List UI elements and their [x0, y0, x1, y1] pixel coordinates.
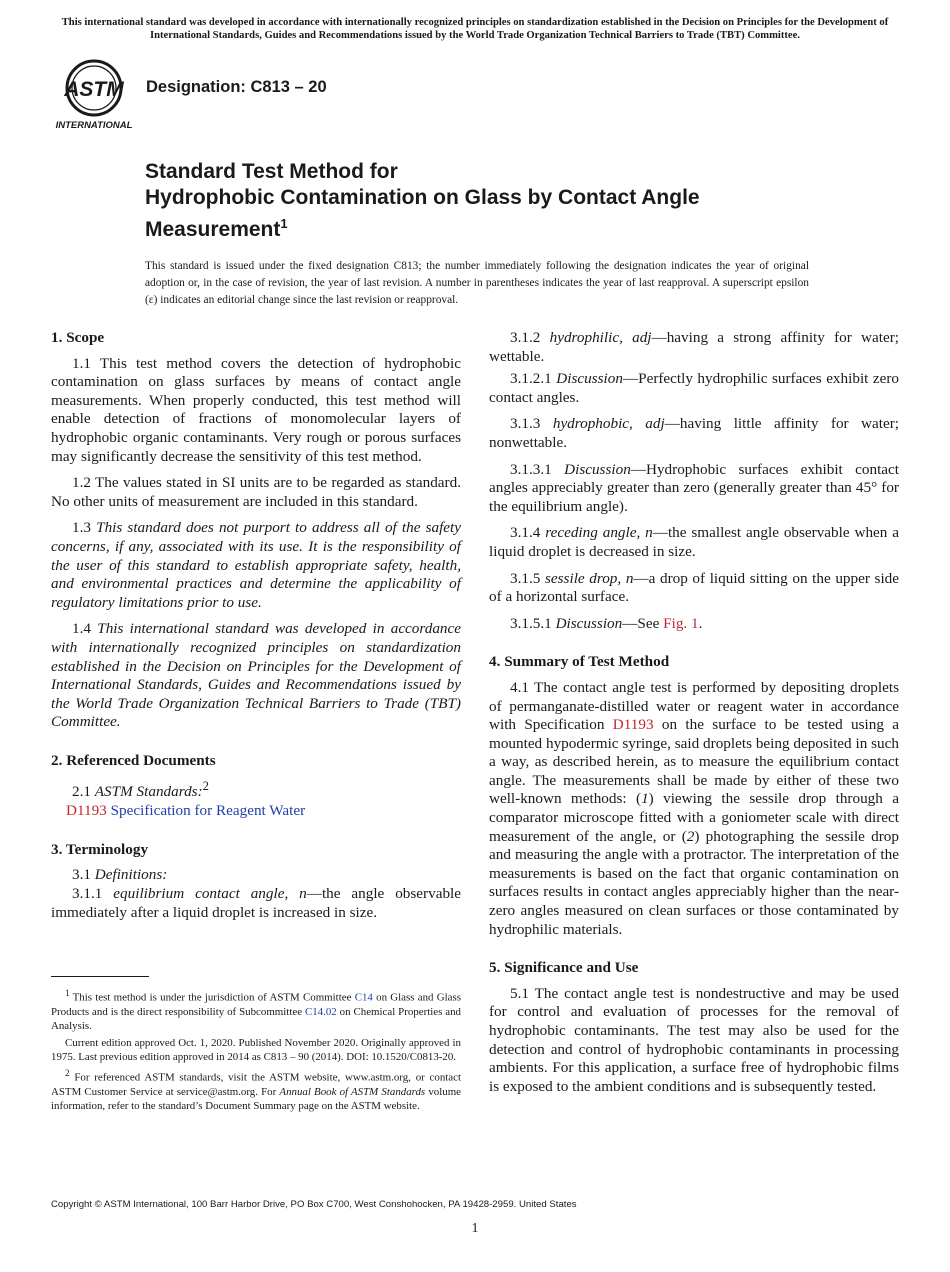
definition-text: —a drop of liquid sitting on the upper side of a horizontal surface.: [489, 569, 900, 606]
footnote-text: on Glass and Glass Products and is the direct responsibility of Subcommittee: [51, 991, 461, 1018]
section-heading-significance: 5. Significance and Use: [489, 959, 639, 977]
footnote-text: volume information, refer to the standard’s Document Summary page on the ASTM website.: [51, 1086, 461, 1113]
paragraph-number: 3.1: [72, 866, 91, 884]
method-number-1: 1: [641, 790, 649, 808]
discussion-text: —See: [622, 614, 664, 632]
footnote-1: [51, 986, 461, 1034]
discussion-label: Discussion: [564, 460, 631, 478]
paragraph-number: 3.1.2.1: [510, 370, 552, 388]
paragraph-5-1: 5.1 The contact angle test is nondestructive and may be used for control and evaluation of processes for the removal of hydrophobic contaminants. The test may also be used for the detection and control of hydrophobic contaminants in processing ambients. For this application, a surface free of hydrophobic films is exposed to the ambient conditions and is subsequently tested.: [489, 984, 899, 1095]
paragraph-number: 2.1: [72, 783, 91, 801]
paragraph-4-1: [489, 679, 899, 939]
punctuation: .: [698, 614, 703, 632]
footnote-text: For referenced ASTM standards, visit the ASTM website, www.astm.org, or contact ASTM Customer Service at service@astm.org. For: [51, 1071, 461, 1099]
paragraph-number: 1.3: [72, 519, 91, 537]
paragraph-number: 3.1.3: [510, 415, 541, 433]
edition-note: Current edition approved Oct. 1, 2020. Published November 2020. Originally approved in 1975. Last previous edition approved in 2014 as C813 – 90 (2014). DOI: 10.1520/C0813-20.: [51, 1036, 461, 1063]
paragraph-3-1-3-1: [489, 461, 899, 517]
reference-entry: [51, 802, 461, 821]
paragraph-3-1-5-1: [489, 615, 899, 634]
paragraph-3-1-2: [489, 329, 899, 366]
title-footnote-mark: 1: [280, 216, 288, 231]
left-column: [51, 329, 461, 930]
footnote-divider: [51, 976, 149, 977]
paragraph-number: 3.1.2: [510, 329, 541, 346]
document-title: [145, 159, 865, 243]
term-equilibrium-contact-angle: equilibrium contact angle, n: [113, 884, 307, 902]
page-number: 1: [471, 1221, 479, 1236]
astm-logo: [52, 56, 136, 132]
paragraph-3-1-5: [489, 570, 899, 607]
standardization-notice: This international standard was developed in accordance with internationally recognized principles on standardization established in the Decision on Principles for the Development of International Standards, Guides and Recommendations issued by the World Trade Organization Technical Barriers to Trade (TBT) Committee.: [61, 17, 889, 41]
paragraph-1-4: [51, 620, 461, 732]
term-hydrophilic: hydrophilic, adj: [549, 329, 652, 346]
footnotes: [51, 986, 461, 1116]
title-line-1: Standard Test Method for: [145, 160, 398, 183]
term-sessile-drop: sessile drop, n: [545, 569, 634, 587]
term-receding-angle: receding angle, n: [545, 524, 653, 542]
paragraph-number: 3.1.5: [510, 569, 541, 587]
paragraph-3-1: [51, 866, 461, 885]
footnote-ref-2: 2: [202, 779, 209, 794]
definition-text: —having little affinity for water; nonwettable.: [489, 415, 899, 451]
discussion-label: Discussion: [556, 370, 623, 388]
definition-text: —having a strong affinity for water; wettable.: [489, 329, 899, 365]
figure-1-link[interactable]: Fig. 1: [663, 614, 699, 632]
paragraph-number: 1.4: [72, 620, 91, 638]
paragraph-number: 3.1.5.1: [510, 614, 552, 632]
reference-title-link[interactable]: Specification for Reagent Water: [110, 802, 306, 820]
discussion-text: —Perfectly hydrophilic surfaces exhibit zero contact angles.: [489, 370, 900, 406]
copyright-notice: Copyright © ASTM International, 100 Barr Harbor Drive, PO Box C700, West Conshohocken, PA 19428-2959. United States: [51, 1199, 577, 1210]
paragraph-1-3: [51, 519, 461, 612]
section-heading-terminology: 3. Terminology: [51, 840, 149, 858]
definition-text: —the angle observable immediately after a liquid droplet is increased in size.: [51, 884, 461, 921]
paragraph-number: 3.1.3.1: [510, 460, 552, 478]
reference-code-link[interactable]: D1193: [66, 802, 107, 820]
paragraph-3-1-1: [51, 885, 461, 922]
safety-caveat-text: This standard does not purport to address all of the safety concerns, if any, associated with its use. It is the responsibility of the user of this standard to establish appropriate safety, health, and environmental practices and determine the applicability of regulatory limitations prior to use.: [51, 519, 462, 611]
footnote-mark: 2: [65, 1068, 70, 1079]
summary-text-d: ) photographing the sessile drop and measuring the angle with a protractor. The interpretation of the measurements is based on the fact that organic contamination on surfaces results in contact angles appreciably higher than the near-zero angles measured on clean surfaces or those contaminated by hydrophilic materials.: [489, 827, 899, 938]
committee-c14-link[interactable]: C14: [354, 991, 373, 1004]
section-heading-summary: 4. Summary of Test Method: [489, 653, 670, 671]
section-heading-scope: 1. Scope: [51, 329, 105, 346]
footnote-text: on Chemical Properties and Analysis.: [51, 1005, 461, 1033]
issue-note: This standard is issued under the fixed designation C813; the number immediately following the designation indicates the year of original adoption or, in the case of revision, the year of last revision. A number in parentheses indicates the year of last reapproval. A superscript epsilon (ε) indicates an editorial change since the last revision or reapproval.: [145, 260, 809, 306]
discussion-text: —Hydrophobic surfaces exhibit contact angles appreciably greater than zero (generally greater than 45° for the equilibrium angle).: [489, 460, 899, 515]
title-line-3: Measurement: [145, 218, 281, 241]
summary-text-a: 4.1 The contact angle test is performed by depositing droplets of permanganate-distilled water or reagent water in accordance with Specification: [489, 678, 899, 734]
paragraph-number: 3.1.1: [72, 884, 103, 902]
paragraph-3-1-4: [489, 524, 899, 561]
discussion-label: Discussion: [555, 614, 623, 632]
designation: Designation: C813 – 20: [146, 78, 327, 96]
tbt-statement-text: This international standard was developed in accordance with internationally recognized principles on standardization established in the Decision on Principles for the Development of International Standards, Guides and Recommendations issued by the World Trade Organization Technical Barriers to Trade (TBT) Committee.: [51, 620, 462, 731]
summary-text-c: ) viewing the sessile drop through a comparator microscope fitted with a goniometer scale with direct measurement of the angle, or (: [489, 790, 899, 845]
definition-text: —the smallest angle observable when a liquid droplet is decreased in size.: [489, 524, 900, 560]
footnote-mark: 1: [65, 988, 70, 998]
method-number-2: 2: [686, 827, 695, 845]
logo-subtext: INTERNATIONAL: [55, 120, 133, 131]
footnote-2: [51, 1066, 461, 1114]
paragraph-1-1: 1.1 This test method covers the detection of hydrophobic contamination on glass surfaces by means of contact angle measurements. When properly conducted, this test method will enable detection of fractions of monomolecular layers of hydrophobic organic contaminants. Very rough or porous surfaces may significantly decrease the sensitivity of this test method.: [51, 354, 461, 465]
term-hydrophobic: hydrophobic, adj: [552, 415, 665, 433]
annual-book-title: Annual Book of ASTM Standards: [279, 1086, 426, 1099]
definitions-label: Definitions:: [94, 866, 168, 884]
paragraph-1-2: 1.2 The values stated in SI units are to be regarded as standard. No other units of measurement are included in this standard.: [51, 474, 461, 510]
section-heading-referenced-documents: 2. Referenced Documents: [51, 751, 216, 769]
astm-standards-label: ASTM Standards:: [94, 783, 203, 801]
summary-text-b: on the surface to be tested using a mounted hypodermic syringe, said droplets being deposited in such a way, as described herein, as to measure the equilibrium contact angle. The measurements shall be made by either of these two well-known methods: (: [489, 716, 899, 808]
paragraph-3-1-3: [489, 415, 899, 452]
footnote-text: This test method is under the jurisdiction of ASTM Committee: [69, 991, 355, 1004]
paragraph-number: 3.1.4: [510, 524, 541, 542]
title-line-2: Hydrophobic Contamination on Glass by Contact Angle: [145, 186, 700, 209]
d1193-link[interactable]: D1193: [612, 716, 654, 734]
paragraph-3-1-2-1: [489, 370, 899, 407]
right-column: [489, 329, 899, 1104]
subcommittee-c14-02-link[interactable]: C14.02: [304, 1005, 337, 1018]
logo-text: ASTM: [64, 78, 124, 101]
paragraph-2-1: [51, 777, 461, 802]
